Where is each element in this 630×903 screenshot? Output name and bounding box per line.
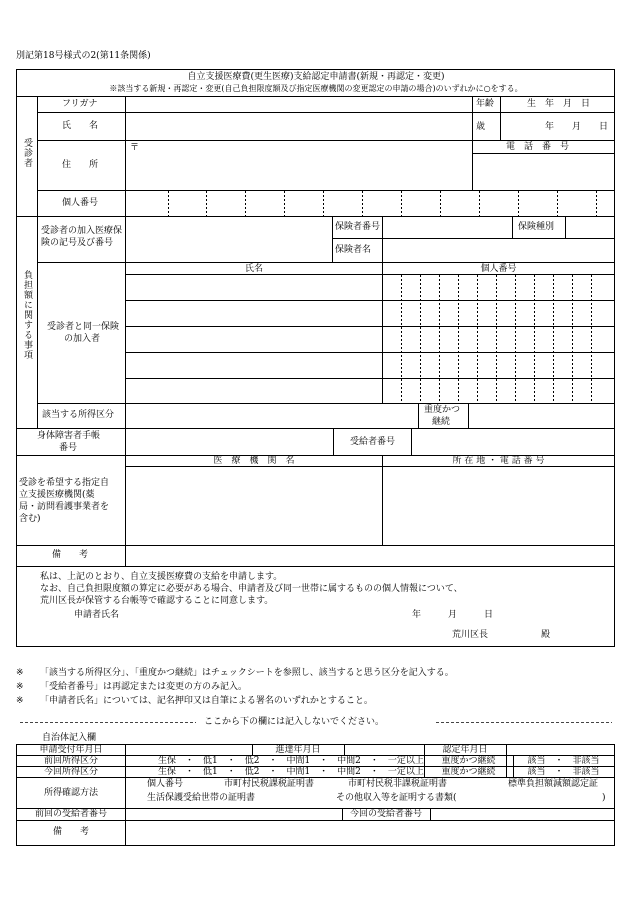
institution-label-3: 局・訪問看護事業者を xyxy=(19,502,110,512)
postal-mark: 〒 xyxy=(130,143,140,153)
curr-recipient-label: 今回の受給者番号 xyxy=(349,809,422,819)
curr-income-options: 生保 ・ 低1 ・ 低2 ・ 中間1 ・ 中間2 ・ 一定以上 xyxy=(158,767,424,777)
furigana-input[interactable] xyxy=(127,98,471,111)
member-name-column: 氏名 xyxy=(244,264,263,274)
same-insurance-members-input[interactable] xyxy=(127,276,381,402)
declaration-line-2: なお、自己負担限度額の算定に必要がある場合、申請者及び同一世帯に属するものの個人情報について、 xyxy=(40,584,463,594)
applicant-name-input[interactable] xyxy=(130,608,400,622)
birthdate-label: 生 年 月 日 xyxy=(527,99,591,109)
institution-address-column: 所 在 地 ・ 電 話 番 号 xyxy=(452,456,545,466)
prev-income-label: 前回所得区分 xyxy=(43,756,98,766)
insurer-name-input[interactable] xyxy=(384,240,614,261)
method-other-docs: その他収入等を証明する書類( xyxy=(336,793,457,803)
received-date-label: 申請受付年月日 xyxy=(39,745,103,755)
office-section-title: 自治体記入欄 xyxy=(42,733,97,743)
prev-income-options: 生保 ・ 低1 ・ 低2 ・ 中間1 ・ 中間2 ・ 一定以上 xyxy=(158,756,424,766)
phone-label: 電 話 番 号 xyxy=(506,142,570,152)
method-my-number: 個人番号 xyxy=(147,779,184,789)
note-text: 「申請者氏名」については、記名押印又は自筆による署名のいずれかとすること。 xyxy=(40,696,373,706)
curr-severe-options: 該当 ・ 非該当 xyxy=(527,767,600,777)
same-insurance-label-1: 受診者と同一保険 xyxy=(47,322,120,332)
age-unit-label: 歳 xyxy=(476,122,486,132)
curr-severe-label: 重度かつ継続 xyxy=(441,767,496,777)
application-date: 年 月 日 xyxy=(412,610,494,620)
office-remarks-label: 備 考 xyxy=(52,827,89,837)
method-reduction-cert: 標準負担額減額認定証 xyxy=(508,779,599,789)
insurer-number-label: 保険者番号 xyxy=(335,222,381,232)
institution-label-1: 受診を希望する指定自 xyxy=(19,478,110,488)
my-number-label: 個人番号 xyxy=(62,198,99,208)
recipient-number-input[interactable] xyxy=(413,430,614,454)
name-label: 氏 名 xyxy=(62,121,99,131)
institution-label-4: 含む) xyxy=(19,514,41,524)
note-text: 「受給者番号」は再認定または変更の方のみ記入。 xyxy=(40,682,248,692)
same-insurance-label-2: の加入者 xyxy=(64,334,101,344)
institution-name-column: 医 療 機 関 名 xyxy=(213,456,295,466)
phone-input[interactable] xyxy=(474,155,614,189)
institution-name-input[interactable] xyxy=(127,468,381,544)
method-welfare-cert: 生活保護受給世帯の証明書 xyxy=(147,793,256,803)
prev-recipient-label: 前回の受給者番号 xyxy=(34,809,107,819)
member-number-column: 個人番号 xyxy=(480,264,517,274)
institution-label-2: 立支援医療機関(薬 xyxy=(19,490,95,500)
cut-line-notice: ここから下の欄には記入しないでください。 xyxy=(204,717,385,727)
my-number-input[interactable] xyxy=(127,192,614,215)
recipient-number-label: 受給者番号 xyxy=(350,437,396,447)
income-class-label: 該当する所得区分 xyxy=(42,410,115,420)
institution-address-input[interactable] xyxy=(384,468,614,544)
birthdate-format: 年 月 日 xyxy=(545,122,609,132)
note-text: 「該当する所得区分」、「重度かつ継続」はチェックシートを参照し、該当すると思う区分を記入する。 xyxy=(40,668,454,678)
form-title: 自立支援医療費(更生医療)支給認定申請書(新規・再認定・変更) xyxy=(187,72,445,82)
name-input[interactable] xyxy=(127,114,471,139)
disability-label-1: 身体障害者手帳 xyxy=(37,431,101,441)
patient-section-label: 受診者 xyxy=(22,138,32,168)
declaration-line-3: 荒川区長が保管する台帳等で確認することに同意します。 xyxy=(40,596,274,606)
income-check-label: 所得確認方法 xyxy=(43,788,98,798)
remarks-label: 備 考 xyxy=(52,550,89,560)
income-class-input[interactable] xyxy=(127,405,417,427)
method-tax-cert: 市町村民税課税証明書 xyxy=(224,779,315,789)
prev-severe-label: 重度かつ継続 xyxy=(441,756,496,766)
curr-income-label: 今回所得区分 xyxy=(43,767,98,777)
method-nontax-cert: 市町村民税非課税証明書 xyxy=(348,779,448,789)
age-label: 年齢 xyxy=(476,99,495,109)
form-note: ※該当する新規・再認定・変更(自己負担限度額及び指定医療機関の変更認定の申請の場合)のいずれかに○をする。 xyxy=(109,84,523,93)
applicant-name-label: 申請者氏名 xyxy=(74,610,120,620)
severe-input[interactable] xyxy=(470,405,614,427)
insurer-name-label: 保険者名 xyxy=(335,245,372,255)
disability-number-input[interactable] xyxy=(127,430,332,454)
note-mark: ※ xyxy=(16,682,24,692)
remarks-input[interactable] xyxy=(127,547,614,565)
burden-section-label: 負担額に関する事項 xyxy=(22,270,32,360)
insurance-record-label-1: 受診者の加入医療保 xyxy=(41,226,123,236)
approved-date-label: 認定年月日 xyxy=(442,745,488,755)
insurance-type-label: 保険種別 xyxy=(518,222,555,232)
prev-severe-options: 該当 ・ 非該当 xyxy=(527,756,600,766)
address-label: 住 所 xyxy=(62,160,99,170)
form-reference: 別記第18号様式の2(第11条関係) xyxy=(16,51,151,61)
forwarded-date-label: 進達年月日 xyxy=(275,745,321,755)
method-other-close: ) xyxy=(602,793,606,803)
address-input[interactable] xyxy=(127,142,471,189)
insurance-record-input[interactable] xyxy=(127,218,331,261)
note-mark: ※ xyxy=(16,696,24,706)
honorific-dono: 殿 xyxy=(541,630,551,640)
furigana-label: フリガナ xyxy=(62,99,98,109)
insurer-number-input[interactable] xyxy=(384,218,511,237)
insurance-record-label-2: 険の記号及び番号 xyxy=(41,238,114,248)
note-mark: ※ xyxy=(16,668,24,678)
mayor-addressee: 荒川区長 xyxy=(452,630,489,640)
disability-label-2: 番号 xyxy=(59,443,78,453)
severe-label-2: 継続 xyxy=(432,417,451,427)
severe-label-1: 重度かつ xyxy=(424,405,461,415)
declaration-line-1: 私は、上記のとおり、自立支援医療費の支給を申請します。 xyxy=(40,572,283,582)
